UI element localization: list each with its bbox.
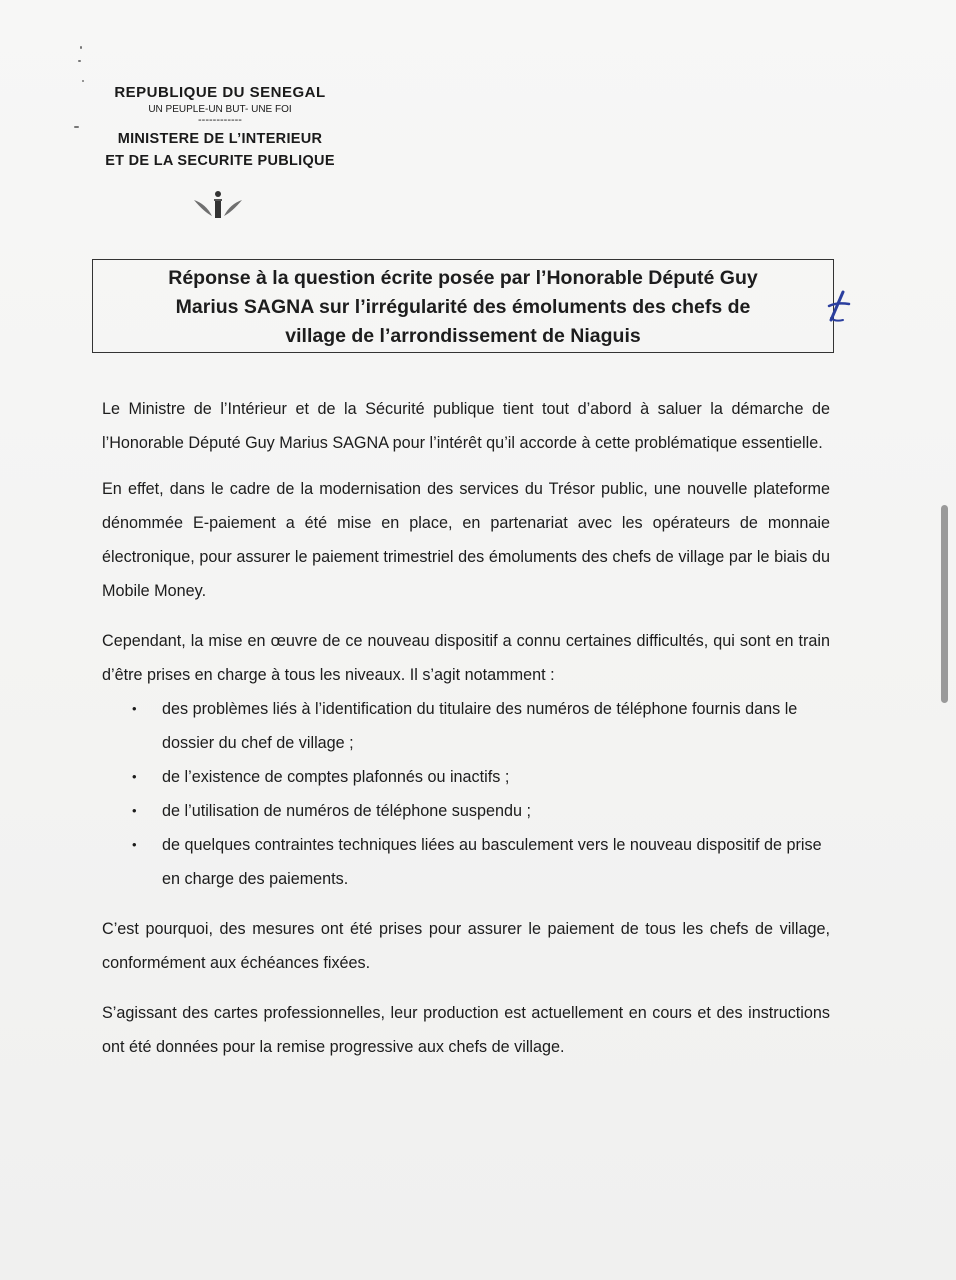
scan-speck bbox=[80, 46, 82, 49]
country-name: REPUBLIQUE DU SENEGAL bbox=[114, 84, 326, 101]
title-line-3: village de l’arrondissement de Niaguis bbox=[285, 325, 641, 347]
ministry-name-line2: ET DE LA SECURITE PUBLIQUE bbox=[105, 153, 335, 169]
bullet-icon: • bbox=[132, 769, 137, 784]
vertical-scrollbar[interactable] bbox=[941, 505, 948, 703]
list-item-text: de quelques contraintes techniques liées au basculement vers le nouveau dispositif de prise en charge des paiements. bbox=[162, 836, 822, 888]
bullet-icon: • bbox=[132, 803, 137, 818]
list-item bbox=[102, 692, 830, 760]
response-body bbox=[102, 392, 830, 1064]
question-title-box bbox=[92, 259, 834, 353]
list-item bbox=[102, 794, 830, 828]
list-item-text: des problèmes liés à l’identification du titulaire des numéros de téléphone fournis dans le dossier du chef de village ; bbox=[162, 700, 798, 752]
paragraph-intro: Le Ministre de l’Intérieur et de la Sécurité publique tient tout d’abord à saluer la démarche de l’Honorable Député Guy Marius SAGNA pour l’intérêt qu’il accorde à cette problématique essentielle. bbox=[102, 400, 830, 452]
national-motto: UN PEUPLE-UN BUT- UNE FOI bbox=[148, 104, 292, 115]
list-item bbox=[102, 760, 830, 794]
handwritten-mark-icon bbox=[823, 290, 853, 326]
list-item bbox=[102, 828, 830, 896]
scan-speck bbox=[82, 80, 84, 82]
title-line-2: Marius SAGNA sur l’irrégularité des émoluments des chefs de bbox=[175, 296, 751, 318]
ministry-name-line1: MINISTERE DE L’INTERIEUR bbox=[117, 131, 323, 147]
paragraph-measures: C’est pourquoi, des mesures ont été prises pour assurer le paiement de tous les chefs de village, conformément aux échéances fixées. bbox=[102, 920, 830, 972]
list-item-text: de l’existence de comptes plafonnés ou inactifs ; bbox=[162, 768, 510, 786]
bullet-icon: • bbox=[132, 837, 137, 852]
paragraph-difficulties: Cependant, la mise en œuvre de ce nouveau dispositif a connu certaines difficultés, qui sont en train d’être prises en charge à tous les niveaux. Il s’agit notamment : bbox=[102, 632, 830, 684]
scan-speck bbox=[78, 60, 81, 62]
ministry-emblem-icon bbox=[192, 190, 244, 220]
bullet-icon: • bbox=[132, 701, 137, 716]
letterhead bbox=[70, 84, 370, 171]
header-separator: ------------ bbox=[198, 114, 242, 126]
difficulties-list bbox=[102, 692, 830, 896]
paragraph-cards: S’agissant des cartes professionnelles, leur production est actuellement en cours et des instructions ont été données pour la remise progressive aux chefs de village. bbox=[102, 1004, 830, 1056]
title-line-1: Réponse à la question écrite posée par l’Honorable Député Guy bbox=[168, 267, 758, 289]
paragraph-context: En effet, dans le cadre de la modernisation des services du Trésor public, une nouvelle plateforme dénommée E-paiement a été mise en place, en partenariat avec les opérateurs de monnaie électronique, pour assurer le paiement trimestriel des émoluments des chefs de village par le biais du Mobile Money. bbox=[102, 480, 830, 600]
list-item-text: de l’utilisation de numéros de téléphone suspendu ; bbox=[162, 802, 531, 820]
